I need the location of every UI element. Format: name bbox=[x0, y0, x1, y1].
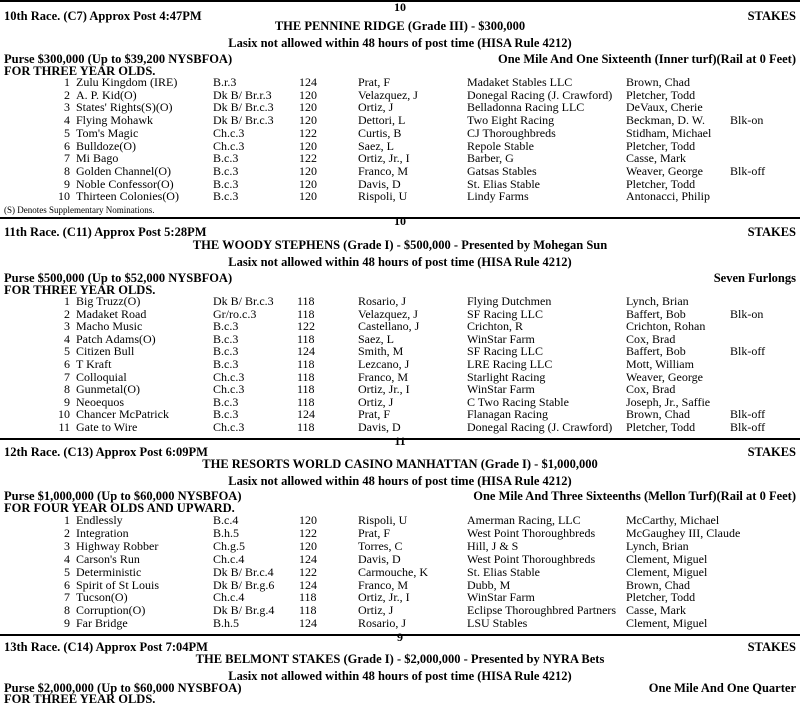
entry-breed: B.c.3 bbox=[213, 319, 239, 334]
race-distance: One Mile And One Sixteenth (Inner turf)(Rail at 0 Feet) bbox=[498, 52, 796, 66]
race-page-number: 11 bbox=[394, 434, 406, 448]
entry-post-position: 5 bbox=[64, 344, 70, 359]
entry-horse-name: T Kraft bbox=[76, 357, 112, 371]
entry-weight: 124 bbox=[297, 407, 315, 422]
entry-trainer: Baffert, Bob bbox=[626, 306, 686, 321]
entry-horse-name: Spirit of St Louis bbox=[76, 577, 160, 592]
entry-horse-name: Bulldoze(O) bbox=[76, 138, 136, 153]
entry-horse-name: Chancer McPatrick bbox=[76, 407, 169, 422]
entry-owner: Donegal Racing (J. Crawford) bbox=[467, 420, 613, 434]
entry-breed: B.c.4 bbox=[213, 513, 239, 527]
entry-owner: Amerman Racing, LLC bbox=[467, 513, 581, 527]
entry-breed: B.c.3 bbox=[213, 176, 239, 191]
entry-weight: 120 bbox=[299, 189, 317, 204]
entry-jockey: Ortiz, J bbox=[358, 603, 394, 618]
entry-post-position: 2 bbox=[64, 87, 70, 102]
entry-post-position: 8 bbox=[64, 163, 70, 178]
entry-weight: 124 bbox=[299, 551, 317, 566]
entry-trainer: Pletcher, Todd bbox=[626, 590, 696, 605]
entry-horse-name: Deterministic bbox=[76, 564, 142, 579]
entry-post-position: 5 bbox=[64, 125, 70, 140]
entry-breed: Dk B/ Br.g.4 bbox=[213, 603, 275, 618]
table-row bbox=[0, 357, 800, 370]
entry-trainer: Stidham, Michael bbox=[626, 125, 712, 140]
entry-weight: 118 bbox=[297, 294, 315, 308]
entry-horse-name: Mi Bago bbox=[76, 151, 119, 166]
entry-weight: 124 bbox=[299, 577, 317, 592]
entry-owner: Lindy Farms bbox=[467, 189, 529, 204]
race-purse: Purse $300,000 (Up to $39,200 NYSBFOA) bbox=[4, 52, 233, 66]
entry-weight: 120 bbox=[299, 100, 317, 115]
table-row bbox=[0, 513, 800, 526]
entry-trainer: Brown, Chad bbox=[626, 75, 690, 89]
table-row bbox=[0, 139, 800, 152]
entry-horse-name: Patch Adams(O) bbox=[76, 331, 156, 346]
entry-horse-name: Noble Confessor(O) bbox=[76, 176, 174, 191]
entry-owner: Eclipse Thoroughbred Partners bbox=[467, 603, 617, 618]
entry-post-position: 1 bbox=[64, 513, 70, 527]
table-row bbox=[0, 307, 800, 320]
entry-trainer: Clement, Miguel bbox=[626, 564, 708, 579]
entry-breed: B.c.3 bbox=[213, 151, 239, 166]
entry-jockey: Prat, F bbox=[358, 525, 391, 540]
entry-trainer: McGaughey III, Claude bbox=[626, 525, 741, 540]
entry-horse-name: Thirteen Colonies(O) bbox=[76, 189, 179, 204]
race-distance: One Mile And One Quarter bbox=[648, 681, 796, 695]
table-row bbox=[0, 344, 800, 357]
entry-jockey: Rosario, J bbox=[358, 616, 406, 631]
entry-breed: Dk B/ Br.g.6 bbox=[213, 577, 275, 592]
entry-post-position: 6 bbox=[64, 357, 70, 371]
entry-horse-name: Highway Robber bbox=[76, 538, 159, 553]
entry-owner: LSU Stables bbox=[467, 616, 528, 631]
entry-horse-name: Colloquial bbox=[76, 369, 127, 384]
entry-post-position: 3 bbox=[64, 100, 70, 115]
entry-post-position: 7 bbox=[64, 151, 70, 166]
entry-jockey: Lezcano, J bbox=[358, 357, 410, 371]
entry-breed: Ch.c.4 bbox=[213, 551, 245, 566]
entry-jockey: Prat, F bbox=[358, 407, 391, 422]
entry-breed: B.r.3 bbox=[213, 75, 237, 89]
race-distance: One Mile And Three Sixteenths (Mellon Turf)(Rail at 0 Feet) bbox=[473, 489, 796, 503]
race-purse: Purse $500,000 (Up to $52,000 NYSBFOA) bbox=[4, 271, 233, 285]
entry-owner: Donegal Racing (J. Crawford) bbox=[467, 87, 613, 102]
table-row bbox=[0, 526, 800, 539]
table-row bbox=[0, 177, 800, 190]
entry-breed: Dk B/ Br.c.3 bbox=[213, 100, 274, 115]
entry-jockey: Rispoli, U bbox=[358, 513, 408, 527]
entry-owner: Hill, J & S bbox=[467, 538, 519, 553]
entry-breed: Dk B/ Br.c.3 bbox=[213, 294, 274, 308]
entry-jockey: Curtis, B bbox=[358, 125, 402, 140]
race-purse: Purse $1,000,000 (Up to $60,000 NYSBFOA) bbox=[4, 489, 242, 503]
entry-breed: B.c.3 bbox=[213, 407, 239, 422]
entry-weight: 118 bbox=[299, 603, 317, 618]
entry-horse-name: Carson's Run bbox=[76, 551, 140, 566]
entry-trainer: Clement, Miguel bbox=[626, 616, 708, 631]
entry-owner: Flying Dutchmen bbox=[467, 294, 552, 308]
table-row bbox=[0, 565, 800, 578]
entry-trainer: Lynch, Brian bbox=[626, 294, 689, 308]
entry-jockey: Franco, M bbox=[358, 163, 408, 178]
entry-post-position: 6 bbox=[64, 138, 70, 153]
entry-post-position: 3 bbox=[64, 319, 70, 334]
entry-equipment: Blk-on bbox=[730, 113, 764, 128]
entry-post-position: 1 bbox=[64, 294, 70, 308]
entry-trainer: Cox, Brad bbox=[626, 382, 676, 397]
entry-weight: 118 bbox=[297, 369, 315, 384]
entry-trainer: Lynch, Brian bbox=[626, 538, 689, 553]
entry-jockey: Torres, C bbox=[358, 538, 403, 553]
entry-post-position: 6 bbox=[64, 577, 70, 592]
race-category: STAKES bbox=[747, 445, 796, 459]
entry-jockey: Smith, M bbox=[358, 344, 404, 359]
entry-owner: West Point Thoroughbreds bbox=[467, 551, 596, 566]
entry-horse-name: A. P. Kid(O) bbox=[76, 87, 137, 102]
table-row bbox=[0, 539, 800, 552]
entry-weight: 122 bbox=[297, 319, 315, 334]
entry-jockey: Ortiz, J bbox=[358, 100, 394, 115]
entry-trainer: McCarthy, Michael bbox=[626, 513, 720, 527]
entry-breed: Ch.c.3 bbox=[213, 382, 245, 397]
race-category: STAKES bbox=[747, 640, 796, 654]
race-conditions: FOR THREE YEAR OLDS. bbox=[4, 283, 156, 297]
entry-weight: 118 bbox=[297, 382, 315, 397]
entry-trainer: Weaver, George bbox=[626, 369, 703, 384]
race-title: THE PENNINE RIDGE (Grade III) - $300,000 bbox=[274, 19, 526, 33]
entry-weight: 124 bbox=[299, 75, 317, 89]
race-header: 10th Race. (C7) Approx Post 4:47PM bbox=[4, 9, 202, 23]
entry-horse-name: Flying Mohawk bbox=[76, 113, 154, 128]
table-row bbox=[0, 603, 800, 616]
entry-breed: Gr/ro.c.3 bbox=[213, 306, 257, 321]
entry-weight: 122 bbox=[299, 151, 317, 166]
race-title: THE BELMONT STAKES (Grade I) - $2,000,000 - Presented by NYRA Bets bbox=[195, 652, 605, 666]
table-row bbox=[0, 332, 800, 345]
entry-trainer: Weaver, George bbox=[626, 163, 703, 178]
entry-post-position: 10 bbox=[58, 189, 70, 204]
entry-owner: Repole Stable bbox=[467, 138, 534, 153]
table-row bbox=[0, 407, 800, 420]
race-page-number: 10 bbox=[394, 0, 406, 14]
entry-weight: 120 bbox=[299, 176, 317, 191]
entry-jockey: Ortiz, J bbox=[358, 394, 394, 409]
entry-weight: 120 bbox=[299, 87, 317, 102]
entry-horse-name: Neoequos bbox=[76, 394, 124, 409]
entry-breed: Ch.c.3 bbox=[213, 125, 245, 140]
entry-post-position: 7 bbox=[64, 590, 70, 605]
entry-post-position: 5 bbox=[64, 564, 70, 579]
entry-jockey: Velazquez, J bbox=[358, 87, 418, 102]
entry-jockey: Rosario, J bbox=[358, 294, 406, 308]
entry-owner: Madaket Stables LLC bbox=[467, 75, 573, 89]
entry-post-position: 9 bbox=[64, 394, 70, 409]
entry-weight: 118 bbox=[297, 420, 315, 434]
entry-owner: Gatsas Stables bbox=[467, 163, 537, 178]
entry-trainer: Beckman, D. W. bbox=[626, 113, 705, 128]
entry-post-position: 8 bbox=[64, 603, 70, 618]
entry-owner: Belladonna Racing LLC bbox=[467, 100, 585, 115]
table-row bbox=[0, 552, 800, 565]
entry-jockey: Velazquez, J bbox=[358, 306, 418, 321]
entry-horse-name: Citizen Bull bbox=[76, 344, 135, 359]
table-row bbox=[0, 590, 800, 603]
entry-post-position: 4 bbox=[64, 113, 70, 128]
entry-owner: West Point Thoroughbreds bbox=[467, 525, 596, 540]
entry-owner: Flanagan Racing bbox=[467, 407, 548, 422]
entry-owner: LRE Racing LLC bbox=[467, 357, 553, 371]
entry-jockey: Castellano, J bbox=[358, 319, 420, 334]
entry-breed: Dk B/ Br.r.3 bbox=[213, 87, 272, 102]
entry-breed: Ch.g.5 bbox=[213, 538, 246, 553]
entry-jockey: Dettori, L bbox=[358, 113, 406, 128]
entry-post-position: 8 bbox=[64, 382, 70, 397]
entry-trainer: Clement, Miguel bbox=[626, 551, 708, 566]
entry-weight: 124 bbox=[299, 616, 317, 631]
entry-breed: Ch.c.4 bbox=[213, 590, 245, 605]
entry-owner: WinStar Farm bbox=[467, 382, 535, 397]
entry-horse-name: Corruption(O) bbox=[76, 603, 146, 618]
entry-weight: 122 bbox=[299, 525, 317, 540]
entry-breed: Ch.c.3 bbox=[213, 138, 245, 153]
entry-horse-name: Macho Music bbox=[76, 319, 143, 334]
table-row bbox=[0, 616, 800, 629]
race-category: STAKES bbox=[747, 9, 796, 23]
entry-breed: B.h.5 bbox=[213, 616, 240, 631]
entry-breed: Dk B/ Br.c.4 bbox=[213, 564, 274, 579]
table-row bbox=[0, 395, 800, 408]
entry-breed: B.c.3 bbox=[213, 394, 239, 409]
race-purse: Purse $2,000,000 (Up to $60,000 NYSBFOA) bbox=[4, 681, 242, 695]
entry-horse-name: Gate to Wire bbox=[76, 420, 138, 434]
race-page-number: 9 bbox=[397, 630, 403, 644]
entry-jockey: Davis, D bbox=[358, 176, 401, 191]
footnote: (S) Denotes Supplementary Nominations. bbox=[4, 205, 155, 215]
entry-breed: Ch.c.3 bbox=[213, 369, 245, 384]
entry-weight: 118 bbox=[297, 394, 315, 409]
entry-equipment: Blk-off bbox=[730, 407, 766, 422]
entry-weight: 122 bbox=[299, 564, 317, 579]
entry-weight: 118 bbox=[297, 357, 315, 371]
table-row bbox=[0, 370, 800, 383]
entry-owner: SF Racing LLC bbox=[467, 344, 544, 359]
entry-post-position: 2 bbox=[64, 525, 70, 540]
entry-horse-name: Zulu Kingdom (IRE) bbox=[76, 75, 178, 89]
entry-jockey: Ortiz, Jr., I bbox=[358, 382, 410, 397]
table-row bbox=[0, 189, 800, 202]
entry-horse-name: Madaket Road bbox=[76, 306, 147, 321]
entry-weight: 118 bbox=[297, 306, 315, 321]
lasix-notice: Lasix not allowed within 48 hours of post time (HISA Rule 4212) bbox=[228, 36, 572, 50]
race-distance: Seven Furlongs bbox=[713, 271, 796, 285]
entry-weight: 120 bbox=[299, 538, 317, 553]
race-header: 13th Race. (C14) Approx Post 7:04PM bbox=[4, 640, 208, 654]
table-row bbox=[0, 75, 800, 88]
entry-weight: 124 bbox=[297, 344, 315, 359]
table-row bbox=[0, 113, 800, 126]
entry-post-position: 7 bbox=[64, 369, 70, 384]
entry-trainer: Brown, Chad bbox=[626, 407, 690, 422]
entry-trainer: Baffert, Bob bbox=[626, 344, 686, 359]
entry-horse-name: Golden Channel(O) bbox=[76, 163, 171, 178]
entry-trainer: Crichton, Rohan bbox=[626, 319, 706, 334]
lasix-notice: Lasix not allowed within 48 hours of post time (HISA Rule 4212) bbox=[228, 474, 572, 488]
table-row bbox=[0, 164, 800, 177]
entry-trainer: Joseph, Jr., Saffie bbox=[626, 394, 711, 409]
entry-jockey: Franco, M bbox=[358, 577, 408, 592]
entry-owner: CJ Thoroughbreds bbox=[467, 125, 556, 140]
lasix-notice: Lasix not allowed within 48 hours of post time (HISA Rule 4212) bbox=[228, 255, 572, 269]
entry-equipment: Blk-off bbox=[730, 420, 766, 434]
race-page-number: 10 bbox=[394, 214, 406, 228]
entry-trainer: Pletcher, Todd bbox=[626, 420, 696, 434]
entry-trainer: Casse, Mark bbox=[626, 151, 686, 166]
entry-owner: C Two Racing Stable bbox=[467, 394, 569, 409]
entry-breed: B.c.3 bbox=[213, 357, 239, 371]
entry-trainer: Brown, Chad bbox=[626, 577, 690, 592]
table-row bbox=[0, 151, 800, 164]
entry-breed: B.c.3 bbox=[213, 189, 239, 204]
entry-jockey: Davis, D bbox=[358, 551, 401, 566]
entry-trainer: Antonacci, Philip bbox=[626, 189, 710, 204]
entry-jockey: Ortiz, Jr., I bbox=[358, 151, 410, 166]
entry-trainer: DeVaux, Cherie bbox=[626, 100, 703, 115]
entry-owner: Dubb, M bbox=[467, 577, 511, 592]
entry-breed: B.c.3 bbox=[213, 331, 239, 346]
entry-trainer: Casse, Mark bbox=[626, 603, 686, 618]
race-header: 12th Race. (C13) Approx Post 6:09PM bbox=[4, 445, 208, 459]
entry-equipment: Blk-off bbox=[730, 344, 766, 359]
race-conditions: FOR THREE YEAR OLDS. bbox=[4, 692, 156, 706]
race-header: 11th Race. (C11) Approx Post 5:28PM bbox=[4, 225, 207, 239]
entry-post-position: 4 bbox=[64, 551, 70, 566]
entry-owner: WinStar Farm bbox=[467, 331, 535, 346]
table-row bbox=[0, 294, 800, 307]
entry-horse-name: Integration bbox=[76, 525, 129, 540]
table-row bbox=[0, 100, 800, 113]
entry-owner: Starlight Racing bbox=[467, 369, 546, 384]
entry-weight: 120 bbox=[299, 513, 317, 527]
entry-owner: Two Eight Racing bbox=[467, 113, 555, 128]
entry-trainer: Cox, Brad bbox=[626, 331, 676, 346]
race-title: THE RESORTS WORLD CASINO MANHATTAN (Grade I) - $1,000,000 bbox=[202, 457, 598, 471]
entry-trainer: Mott, William bbox=[626, 357, 694, 371]
entry-jockey: Prat, F bbox=[358, 75, 391, 89]
entry-post-position: 4 bbox=[64, 331, 70, 346]
table-row bbox=[0, 578, 800, 591]
entry-owner: WinStar Farm bbox=[467, 590, 535, 605]
lasix-notice: Lasix not allowed within 48 hours of post time (HISA Rule 4212) bbox=[228, 669, 572, 683]
race-category: STAKES bbox=[747, 225, 796, 239]
entry-jockey: Saez, L bbox=[358, 331, 394, 346]
table-row bbox=[0, 88, 800, 101]
entry-weight: 120 bbox=[299, 163, 317, 178]
entry-trainer: Pletcher, Todd bbox=[626, 138, 696, 153]
entry-jockey: Ortiz, Jr., I bbox=[358, 590, 410, 605]
entry-breed: B.h.5 bbox=[213, 525, 240, 540]
entry-owner: St. Elias Stable bbox=[467, 176, 540, 191]
entry-weight: 120 bbox=[299, 113, 317, 128]
table-row bbox=[0, 420, 800, 433]
table-row bbox=[0, 319, 800, 332]
entry-trainer: Pletcher, Todd bbox=[626, 87, 696, 102]
entry-post-position: 10 bbox=[58, 407, 70, 422]
entry-breed: B.c.3 bbox=[213, 163, 239, 178]
entry-post-position: 9 bbox=[64, 176, 70, 191]
entry-post-position: 3 bbox=[64, 538, 70, 553]
entry-weight: 122 bbox=[299, 125, 317, 140]
entry-weight: 118 bbox=[299, 590, 317, 605]
entry-equipment: Blk-off bbox=[730, 163, 766, 178]
entry-jockey: Carmouche, K bbox=[358, 564, 428, 579]
entry-horse-name: Gunmetal(O) bbox=[76, 382, 140, 397]
entry-owner: St. Elias Stable bbox=[467, 564, 540, 579]
entry-post-position: 2 bbox=[64, 306, 70, 321]
entry-owner: Barber, G bbox=[467, 151, 514, 166]
entry-weight: 120 bbox=[299, 138, 317, 153]
entry-post-position: 11 bbox=[58, 420, 70, 434]
race-title: THE WOODY STEPHENS (Grade I) - $500,000 - Presented by Mohegan Sun bbox=[192, 238, 608, 252]
race-conditions: FOR THREE YEAR OLDS. bbox=[4, 64, 156, 78]
entry-weight: 118 bbox=[297, 331, 315, 346]
entry-horse-name: Far Bridge bbox=[76, 616, 128, 631]
race-conditions: FOR FOUR YEAR OLDS AND UPWARD. bbox=[4, 501, 235, 515]
entry-breed: B.c.3 bbox=[213, 344, 239, 359]
entry-horse-name: Endlessly bbox=[76, 513, 123, 527]
entry-jockey: Rispoli, U bbox=[358, 189, 408, 204]
entry-jockey: Saez, L bbox=[358, 138, 394, 153]
entry-post-position: 1 bbox=[64, 75, 70, 89]
entry-owner: SF Racing LLC bbox=[467, 306, 544, 321]
entry-equipment: Blk-on bbox=[730, 306, 764, 321]
entry-jockey: Franco, M bbox=[358, 369, 408, 384]
entry-horse-name: Tom's Magic bbox=[76, 125, 139, 140]
table-row bbox=[0, 382, 800, 395]
entry-breed: Ch.c.3 bbox=[213, 420, 245, 434]
entry-jockey: Davis, D bbox=[358, 420, 401, 434]
entry-horse-name: Tucson(O) bbox=[76, 590, 128, 605]
entry-post-position: 9 bbox=[64, 616, 70, 631]
entry-owner: Crichton, R bbox=[467, 319, 523, 334]
entry-horse-name: States' Rights(S)(O) bbox=[76, 100, 173, 115]
entry-trainer: Pletcher, Todd bbox=[626, 176, 696, 191]
table-row bbox=[0, 126, 800, 139]
entry-horse-name: Big Truzz(O) bbox=[76, 294, 141, 308]
entry-breed: Dk B/ Br.c.3 bbox=[213, 113, 274, 128]
